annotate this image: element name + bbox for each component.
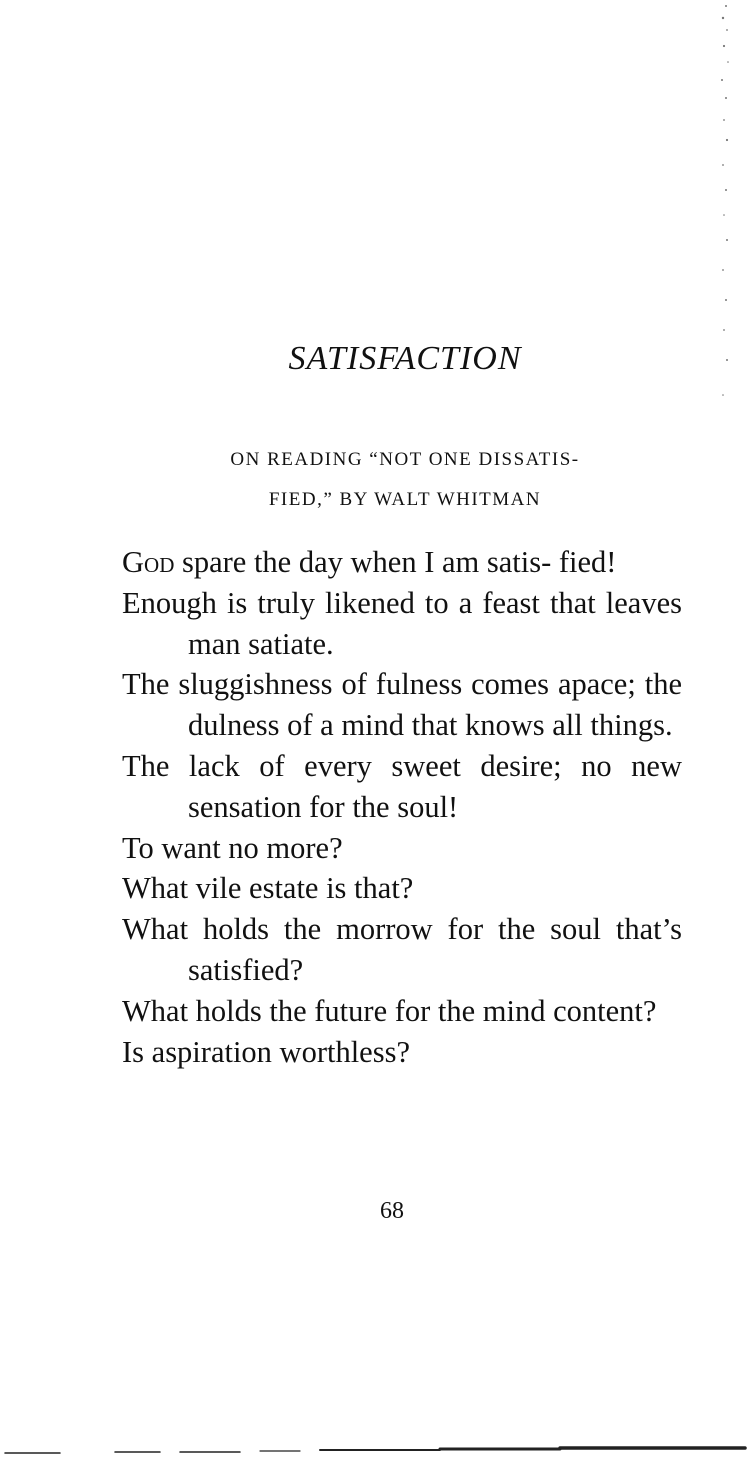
subtitle-line-1: ON READING “NOT ONE DISSATIS- [230,449,580,470]
poem-line-5: To want no more? [122,830,343,865]
drop-word: God [122,545,175,579]
poem-title [0,340,750,378]
poem-line-6: What vile estate is that? [122,871,414,906]
poem-line-2: Enough is truly likened to a feast that leaves man satiate. [122,585,682,661]
poem-line-9: Is aspiration worthless? [122,1034,410,1069]
poem-line-7: What holds the morrow for the soul that’s satisfied? [122,912,682,987]
poem-body [122,542,682,1072]
subtitle-line-2: FIED,” BY WALT WHITMAN [268,489,542,510]
poem-line-4: The lack of every sweet desire; no new sensation for the soul! [122,748,682,824]
page-number: 68 [380,1198,404,1224]
poem-subtitle [100,440,710,520]
page-bottom-edge [0,1431,750,1459]
poem-title-text: SATISFACTION [288,340,522,377]
poem-line-3: The sluggishness of fulness comes apace; the dulness of a mind that knows all things. [122,667,682,743]
poem-line-1-text: spare the day when I am satis- fied! [174,545,617,579]
poem-line-1 [122,542,682,583]
poem-line-8: What holds the future for the mind content? [122,993,657,1028]
